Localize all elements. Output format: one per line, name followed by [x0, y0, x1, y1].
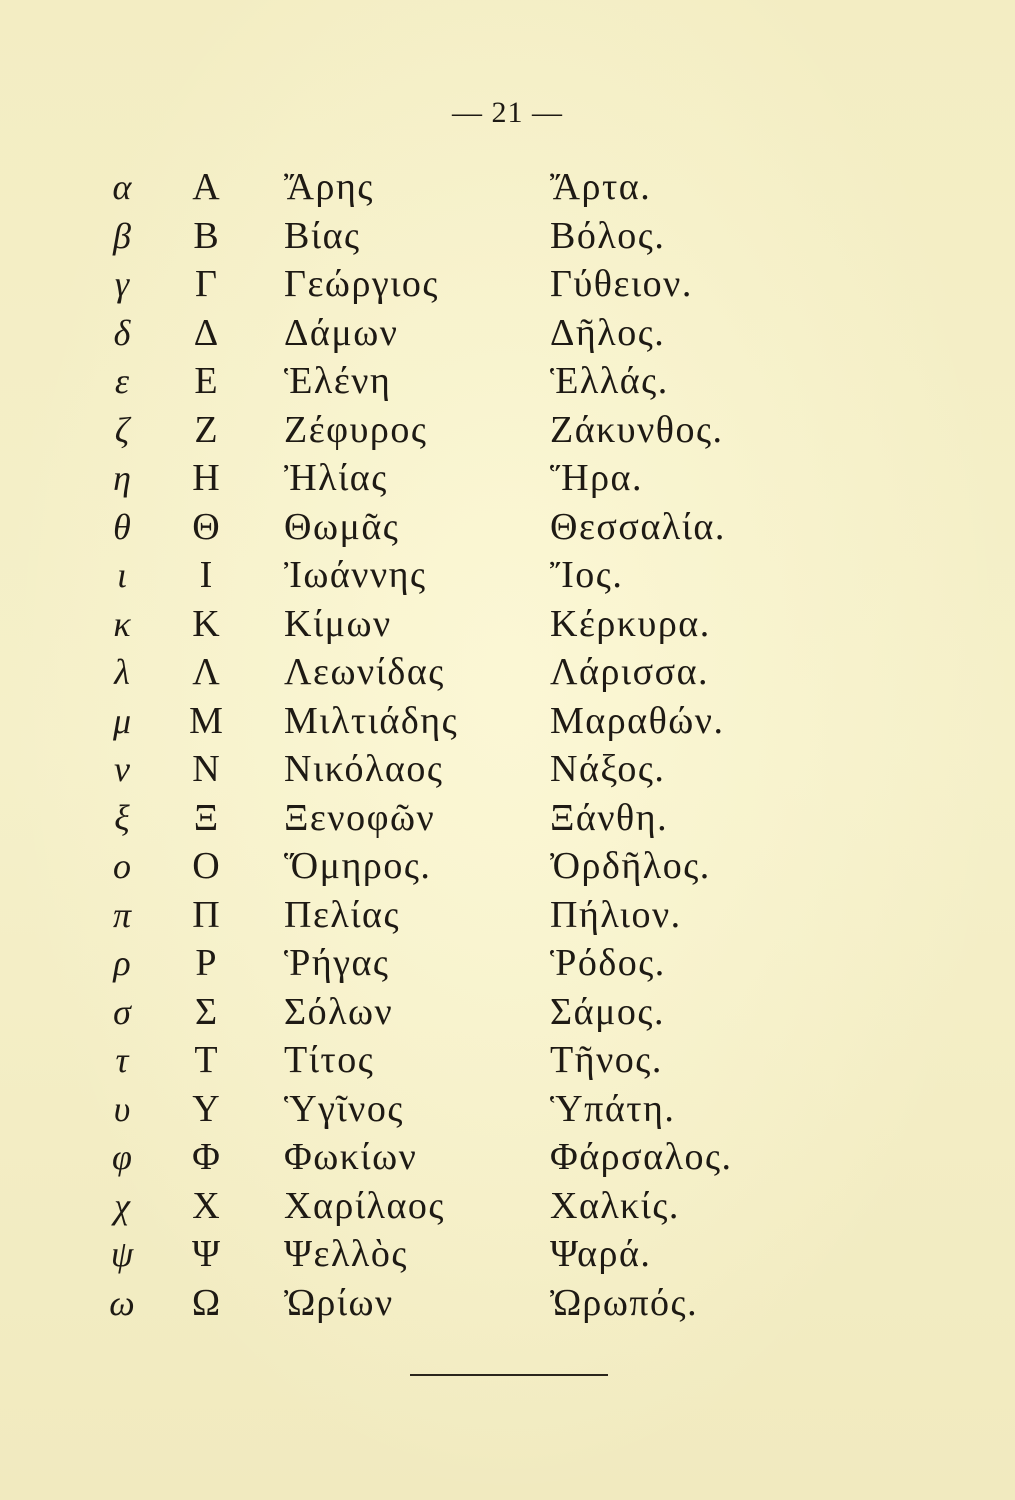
lowercase-letter: ξ: [114, 797, 130, 838]
person-name: Ἑλένη: [284, 360, 392, 402]
place-name: Ζάκυνθος.: [550, 408, 724, 451]
uppercase-letter: Φ: [192, 1136, 220, 1178]
person-name: Φωκίων: [284, 1136, 418, 1178]
uppercase-letter: Λ: [192, 651, 220, 693]
person-name: Ζέφυρος: [284, 408, 428, 451]
alphabet-row: [0, 891, 1015, 940]
alphabet-row: [0, 212, 1015, 261]
alphabet-row: [0, 1182, 1015, 1231]
place-name: Ψαρά.: [550, 1233, 652, 1275]
place-name: Ὀρδῆλος.: [550, 845, 711, 887]
lowercase-letter: ο: [113, 846, 131, 886]
person-name: Νικόλαος: [284, 748, 444, 790]
lowercase-letter: μ: [112, 700, 132, 741]
person-name: Ὅμηρος.: [284, 845, 432, 887]
person-name: Πελίας: [284, 893, 401, 936]
lowercase-letter: κ: [113, 603, 131, 644]
alphabet-row: [0, 357, 1015, 406]
person-name: Σόλων: [284, 990, 394, 1033]
lowercase-letter: τ: [115, 1040, 129, 1080]
lowercase-letter: χ: [114, 1185, 130, 1226]
person-name: Κίμων: [284, 602, 392, 645]
uppercase-letter: Υ: [192, 1087, 220, 1130]
uppercase-letter: Β: [193, 214, 219, 257]
page-number: — 21 —: [452, 96, 563, 129]
lowercase-letter: θ: [113, 506, 131, 547]
lowercase-letter: σ: [113, 991, 131, 1032]
uppercase-letter: Δ: [193, 311, 219, 354]
alphabet-row: [0, 939, 1015, 988]
lowercase-letter: π: [112, 894, 132, 935]
uppercase-letter: Ψ: [191, 1233, 221, 1275]
alphabet-row: [0, 1085, 1015, 1134]
lowercase-letter: λ: [114, 652, 130, 692]
alphabet-row: [0, 794, 1015, 843]
place-name: Γύθειον.: [550, 263, 693, 305]
place-name: Νάξος.: [550, 748, 666, 790]
lowercase-letter: β: [113, 215, 131, 256]
place-name: Κέρκυρα.: [550, 602, 711, 645]
person-name: Λεωνίδας: [284, 651, 445, 693]
alphabet-row: [0, 1230, 1015, 1279]
lowercase-letter: φ: [112, 1137, 132, 1177]
person-name: Ξενοφῶν: [284, 796, 436, 839]
uppercase-letter: Σ: [194, 990, 218, 1033]
lowercase-letter: υ: [113, 1088, 131, 1129]
horizontal-rule: [410, 1374, 608, 1376]
alphabet-row: [0, 745, 1015, 794]
lowercase-letter: ε: [114, 361, 130, 401]
place-name: Ὠρωπός.: [550, 1281, 699, 1324]
person-name: Γεώργιος: [284, 263, 439, 305]
alphabet-row: [0, 988, 1015, 1037]
uppercase-letter: Θ: [192, 505, 220, 548]
place-name: Ἥρα.: [550, 457, 643, 499]
uppercase-letter: Ω: [191, 1281, 221, 1324]
person-name: Ἄρης: [284, 166, 374, 208]
place-name: Τῆνος.: [550, 1039, 663, 1081]
lowercase-letter: ω: [109, 1282, 135, 1323]
lowercase-letter: ν: [114, 749, 130, 789]
person-name: Ἰωάννης: [284, 554, 427, 596]
alphabet-row: [0, 648, 1015, 697]
uppercase-letter: Κ: [192, 602, 220, 645]
alphabet-row: [0, 260, 1015, 309]
person-name: Τίτος: [284, 1039, 375, 1081]
alphabet-row: [0, 1279, 1015, 1328]
uppercase-letter: Ν: [192, 748, 220, 790]
alphabet-row: [0, 1036, 1015, 1085]
place-name: Ἄρτα.: [550, 166, 652, 208]
person-name: Ὠρίων: [284, 1281, 394, 1324]
uppercase-letter: Τ: [194, 1039, 218, 1081]
place-name: Ἑλλάς.: [550, 360, 669, 402]
place-name: Ὑπάτη.: [550, 1087, 676, 1130]
lowercase-letter: η: [113, 458, 131, 498]
uppercase-letter: Μ: [189, 699, 223, 742]
uppercase-letter: Ι: [199, 554, 213, 596]
alphabet-row: [0, 551, 1015, 600]
uppercase-letter: Ξ: [193, 796, 219, 839]
uppercase-letter: Ρ: [195, 942, 217, 984]
person-name: Ῥήγας: [284, 942, 390, 984]
place-name: Βόλος.: [550, 214, 666, 257]
person-name: Θωμᾶς: [284, 505, 400, 548]
uppercase-letter: Ζ: [194, 408, 218, 451]
alphabet-table: [0, 163, 1015, 1327]
person-name: Ἠλίας: [284, 457, 388, 499]
alphabet-row: [0, 697, 1015, 746]
alphabet-row: [0, 600, 1015, 649]
place-name: Σάμος.: [550, 990, 665, 1033]
place-name: Ῥόδος.: [550, 942, 666, 984]
place-name: Χαλκίς.: [550, 1184, 680, 1227]
alphabet-row: [0, 842, 1015, 891]
lowercase-letter: ψ: [110, 1234, 134, 1274]
person-name: Μιλτιάδης: [284, 699, 459, 742]
lowercase-letter: ρ: [113, 943, 131, 983]
alphabet-row: [0, 309, 1015, 358]
place-name: Θεσσαλία.: [550, 505, 726, 548]
alphabet-row: [0, 163, 1015, 212]
lowercase-letter: ζ: [114, 409, 130, 450]
alphabet-row: [0, 406, 1015, 455]
person-name: Ὑγῖνος: [284, 1087, 404, 1130]
lowercase-letter: γ: [114, 264, 130, 304]
uppercase-letter: Α: [192, 166, 220, 208]
alphabet-row: [0, 503, 1015, 552]
lowercase-letter: δ: [113, 312, 131, 353]
alphabet-row: [0, 454, 1015, 503]
person-name: Βίας: [284, 214, 361, 257]
uppercase-letter: Η: [192, 457, 220, 499]
place-name: Φάρσαλος.: [550, 1136, 733, 1178]
uppercase-letter: Γ: [195, 263, 217, 305]
uppercase-letter: Ε: [194, 360, 218, 402]
place-name: Δῆλος.: [550, 311, 666, 354]
lowercase-letter: α: [112, 167, 132, 207]
person-name: Χαρίλαος: [284, 1184, 445, 1227]
place-name: Λάρισσα.: [550, 651, 710, 693]
lowercase-letter: ι: [116, 555, 127, 595]
alphabet-row: [0, 1133, 1015, 1182]
person-name: Δάμων: [284, 311, 399, 354]
person-name: Ψελλὸς: [284, 1233, 408, 1275]
place-name: Πήλιον.: [550, 893, 682, 936]
place-name: Ξάνθη.: [550, 796, 669, 839]
place-name: Μαραθών.: [550, 699, 725, 742]
uppercase-letter: Ο: [192, 845, 220, 887]
uppercase-letter: Χ: [192, 1184, 220, 1227]
place-name: Ἴος.: [550, 554, 624, 596]
uppercase-letter: Π: [192, 893, 220, 936]
